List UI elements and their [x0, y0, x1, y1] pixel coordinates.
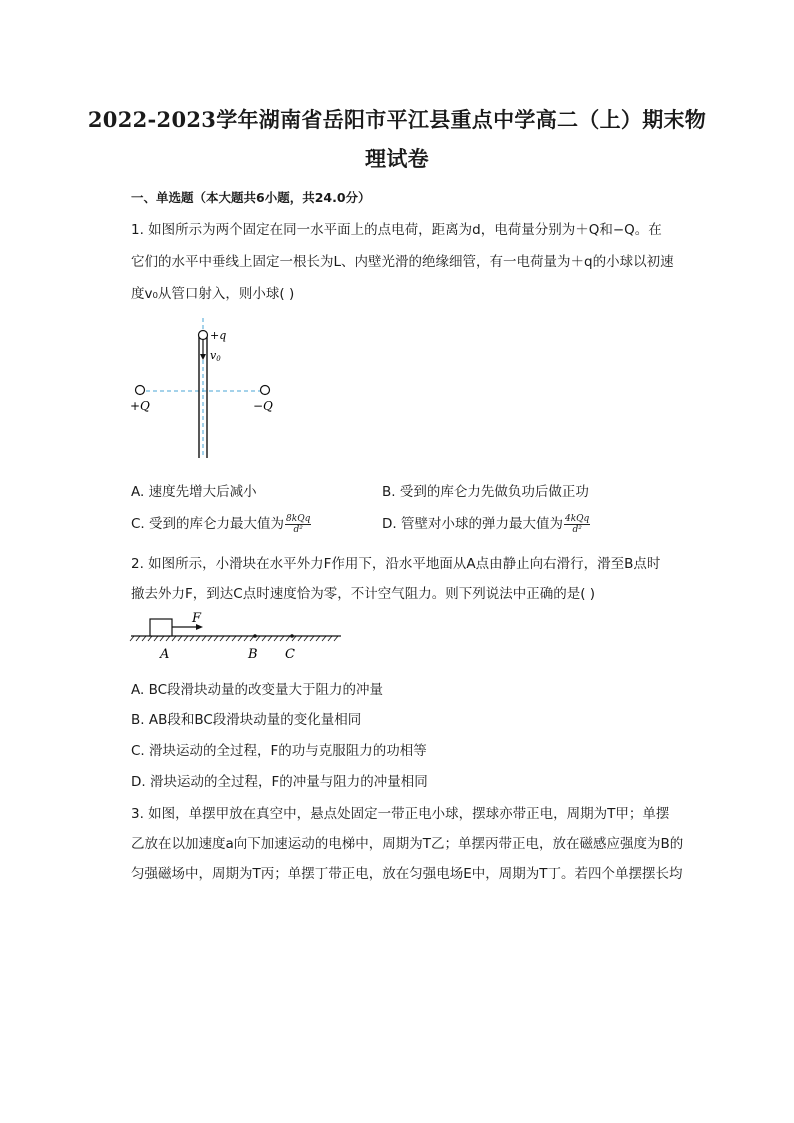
- hatch-mark: [268, 636, 272, 641]
- hatch-mark: [238, 636, 242, 641]
- hatch-mark: [226, 636, 230, 641]
- hatch-mark: [316, 636, 320, 641]
- hatch-mark: [130, 636, 134, 641]
- hatch-mark: [208, 636, 212, 641]
- label-F: F: [192, 611, 202, 626]
- hatch-mark: [274, 636, 278, 641]
- hatch-mark: [286, 636, 290, 641]
- section-heading: 一、单选题（本大题共6小题，共24.0分）: [131, 190, 371, 205]
- hatch-mark: [142, 636, 146, 641]
- question-3-text-line-3: 匀强磁场中，周期为T丙；单摆丁带正电，放在匀强电场E中，周期为T丁。若四个单摆摆长均: [131, 866, 683, 882]
- q1-option-d-denominator: d²: [572, 524, 582, 535]
- label-plus-q: +q: [210, 329, 227, 342]
- hatch-mark: [154, 636, 158, 641]
- q1-option-d-fraction: [564, 514, 590, 535]
- q1-option-c-denominator: d²: [293, 524, 303, 535]
- point-C: [290, 634, 294, 638]
- question-3-text-line-1: 3. 如图，单摆甲放在真空中，悬点处固定一带正电小球，摆球亦带正电，周期为T甲；单摆: [131, 806, 670, 822]
- q1-option-c: [131, 512, 311, 535]
- hatch-mark: [196, 636, 200, 641]
- hatch-mark: [328, 636, 332, 641]
- hatch-mark: [148, 636, 152, 641]
- hatch-mark: [232, 636, 236, 641]
- question-1-figure: [126, 318, 286, 463]
- hatch-mark: [172, 636, 176, 641]
- label-A: A: [160, 647, 170, 662]
- hatch-mark: [304, 636, 308, 641]
- exam-title-line-2: 理试卷: [365, 146, 429, 171]
- charge-minus-Q: [261, 386, 270, 395]
- q2-option-c: C. 滑块运动的全过程，F的功与克服阻力的功相等: [131, 743, 427, 759]
- label-v0-subscript: 0: [216, 355, 221, 363]
- hatch-mark: [244, 636, 248, 641]
- q1-option-d: [382, 512, 590, 535]
- question-2-text-line-1: 2. 如图所示，小滑块在水平外力F作用下，沿水平地面从A点由静止向右滑行，滑至B点时: [131, 556, 661, 572]
- q1-option-d-text: D. 管壁对小球的弹力最大值为: [382, 516, 563, 532]
- ball-plus-q: [199, 331, 208, 340]
- q2-option-a: A. BC段滑块动量的改变量大于阻力的冲量: [131, 682, 384, 698]
- q1-option-d-numerator: 4kQq: [564, 513, 590, 524]
- question-2-figure: [126, 608, 346, 664]
- charge-plus-Q: [136, 386, 145, 395]
- hatch-mark: [262, 636, 266, 641]
- q2-option-d: D. 滑块运动的全过程，F的冲量与阻力的冲量相同: [131, 774, 428, 790]
- hatch-mark: [280, 636, 284, 641]
- velocity-arrow-head: [200, 354, 206, 360]
- label-C: C: [285, 647, 295, 662]
- q1-option-b: B. 受到的库仑力先做负功后做正功: [382, 484, 589, 500]
- hatch-mark: [184, 636, 188, 641]
- q1-option-c-fraction: [285, 514, 311, 535]
- hatch-mark: [160, 636, 164, 641]
- label-v0: v: [210, 349, 217, 362]
- hatch-mark: [166, 636, 170, 641]
- hatch-mark: [190, 636, 194, 641]
- label-plus-Q: +Q: [130, 399, 150, 413]
- q1-option-c-numerator: 8kQq: [286, 513, 311, 524]
- hatch-mark: [334, 636, 338, 641]
- point-B: [253, 634, 257, 638]
- question-3-text-line-2: 乙放在以加速度a向下加速运动的电梯中，周期为T乙；单摆丙带正电，放在磁感应强度为B的: [131, 836, 684, 852]
- question-1-text-line-2: 它们的水平中垂线上固定一根长为L、内壁光滑的绝缘细管，有一电荷量为＋q的小球以初速: [131, 254, 674, 270]
- hatch-mark: [322, 636, 326, 641]
- hatch-mark: [136, 636, 140, 641]
- label-B: B: [248, 647, 258, 662]
- hatch-mark: [178, 636, 182, 641]
- q1-option-a: A. 速度先增大后减小: [131, 484, 257, 500]
- q1-option-c-text: C. 受到的库仑力最大值为: [131, 516, 285, 532]
- svg-text:v0: [210, 349, 221, 363]
- q2-option-b: B. AB段和BC段滑块动量的变化量相同: [131, 712, 362, 728]
- question-2-text-line-2: 撤去外力F，到达C点时速度恰为零，不计空气阻力。则下列说法中正确的是( ): [131, 586, 596, 602]
- hatch-mark: [310, 636, 314, 641]
- question-1-text-line-1: 1. 如图所示为两个固定在同一水平面上的点电荷，距离为d，电荷量分别为＋Q和−Q。在: [131, 222, 662, 238]
- sliding-block: [150, 619, 172, 636]
- hatch-mark: [214, 636, 218, 641]
- hatch-mark: [202, 636, 206, 641]
- label-minus-Q: −Q: [253, 399, 273, 413]
- hatch-mark: [298, 636, 302, 641]
- hatch-mark: [220, 636, 224, 641]
- question-1-text-line-3: 度v₀从管口射入，则小球( ): [131, 286, 295, 302]
- ground-hatching: [130, 636, 338, 641]
- exam-title-line-1: 2022-2023学年湖南省岳阳市平江县重点中学高二（上）期末物: [87, 107, 707, 132]
